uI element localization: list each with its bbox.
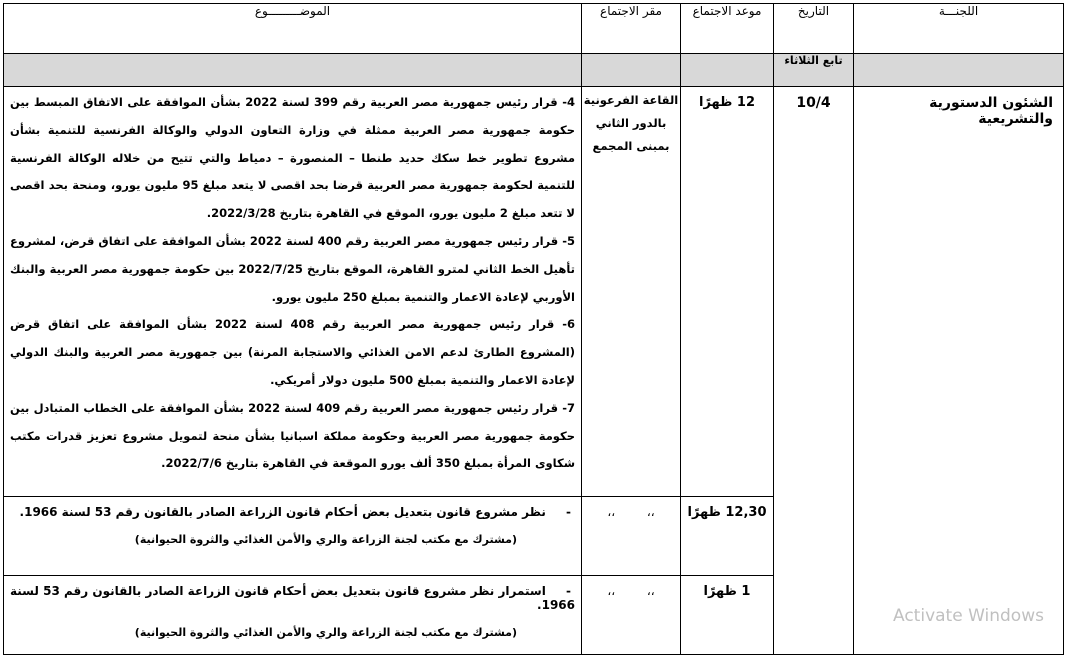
agenda-item-6: 6- قرار رئيس جمهورية مصر العربية رقم 408 لسنة 2022 بشأن الموافقة على اتفاق قرض (المشروع الطارئ لدعم الامن الغذائي والاستجابة المرنة) بين جمهورية مصر العربية والبنك الدولي لإعادة الاعمار والتنمية بمبلغ 500 مليون دولار أمريكي. <box>10 317 575 387</box>
agenda-sheet <box>3 3 1063 655</box>
header-venue: مقر الاجتماع <box>582 4 681 54</box>
header-subject: الموضـــــــــوع <box>4 4 582 54</box>
day-label: تابع الثلاثاء <box>774 54 854 87</box>
header-date: التاريخ <box>774 4 854 54</box>
agenda-item-text: نظر مشروع قانون بتعديل بعض أحكام قانون الزراعة الصادر بالقانون رقم 53 لسنة 1966. <box>19 505 546 519</box>
header-committee: اللجنـــة <box>854 4 1064 54</box>
agenda-item-7: 7- قرار رئيس جمهورية مصر العربية رقم 409 لسنة 2022 بشأن الموافقة على الخطاب المتبادل بين حكومة جمهورية مصر العربية وحكومة مملكة اسبانيا بشأن منحة لتمويل مشروع تعزيز قدرات مكتب شكاوى المرأة بمبلغ 350 ألف يورو الموقعة في القاهرة بتاريخ 2022/7/6. <box>10 400 576 471</box>
venue-ditto-marks <box>582 497 681 576</box>
agenda-item-main <box>10 499 575 519</box>
committee-name: الشئون الدستورية والتشريعية <box>854 87 1064 655</box>
venue-line: بمبنى المجمع <box>592 139 670 153</box>
ditto-mark: ،، <box>646 505 655 519</box>
ditto-mark: ،، <box>646 584 655 598</box>
meeting-time: 12 ظهرًا <box>681 87 774 497</box>
meeting-venue <box>582 87 681 497</box>
day-row-committee-cell <box>854 54 1064 87</box>
ditto-mark: ،، <box>607 505 616 519</box>
agenda-item-5: 5- قرار رئيس جمهورية مصر العربية رقم 400 لسنة 2022 بشأن الموافقة على اتفاق قرض، لمشروع تأهيل الخط الثاني لمترو القاهرة، الموقع بتاريخ 2022/7/25 بين حكومة جمهورية مصر العربية والبنك الأوربي لإعادة الاعمار والتنمية بمبلغ 250 مليون يورو. <box>10 233 576 304</box>
day-row-subject-cell <box>4 54 582 87</box>
agenda-table <box>3 3 1064 655</box>
header-time: موعد الاجتماع <box>681 4 774 54</box>
agenda-item-note: (مشترك مع مكتب لجنة الزراعة والري والأمن الغذائي والثروة الحيوانية) <box>134 626 517 639</box>
venue-line: القاعة الفرعونية <box>583 93 679 107</box>
day-row-venue-cell <box>582 54 681 87</box>
agenda-item-text: استمرار نظر مشروع قانون بتعديل بعض أحكام قانون الزراعة الصادر بالقانون رقم 53 لسنة 1966. <box>10 584 575 612</box>
venue-ditto-marks <box>582 576 681 655</box>
subject-cell <box>4 576 582 655</box>
day-row-time-cell <box>681 54 774 87</box>
agenda-item-main <box>10 578 575 612</box>
meeting-date: 10/4 <box>774 87 854 655</box>
table-row <box>4 87 1064 497</box>
subject-cell <box>4 87 582 497</box>
header-row <box>4 4 1064 54</box>
venue-line: بالدور الثاني <box>595 116 667 130</box>
bullet-dash: - <box>566 584 572 598</box>
activation-watermark: Activate Windows <box>893 606 1044 626</box>
day-row <box>4 54 1064 87</box>
bullet-dash: - <box>566 505 571 519</box>
ditto-mark: ،، <box>607 584 616 598</box>
agenda-item-4: 4- قرار رئيس جمهورية مصر العربية رقم 399 لسنة 2022 بشأن الموافقة على الاتفاق المبسط بين حكومة جمهورية مصر العربية ممثلة في وزارة التعاون الدولي والوكالة الفرنسية للتنمية بشأن مشروع تطوير خط سكك حديد طنطا – المنصورة – دمياط والتي تتيح من خلاله الوكالة الفرنسية للتنمية لحكومة جمهورية مصر العربية قرضا بحد اقصى لا يتعد مبلغ 95 مليون يورو، ومنحة بحد اقصى لا تتعد مبلغ 2 مليون يورو، الموقع في القاهرة بتاريخ 2022/3/28. <box>10 95 576 221</box>
meeting-time: 12,30 ظهرًا <box>681 497 774 576</box>
agenda-item-note: (مشترك مع مكتب لجنة الزراعة والري والأمن الغذائي والثروة الحيوانية) <box>134 533 517 546</box>
subject-cell <box>4 497 582 576</box>
meeting-time: 1 ظهرًا <box>681 576 774 655</box>
